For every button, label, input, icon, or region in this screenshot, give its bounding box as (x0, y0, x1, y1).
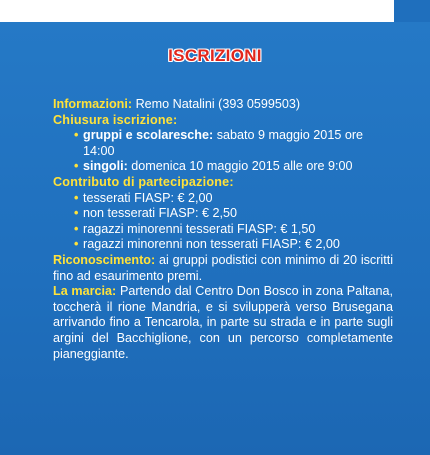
item-name: ragazzi minorenni tesserati FIASP: (83, 221, 277, 236)
marcia-text: Partendo dal Centro Don Bosco in zona Paltana, toccherà il rione Mandria, e si svilupperà verso Brusegana arrivando fino a Tencarola, in parte su strada e in parte sugli argini del Bacchiglione, con un percorso completamente pianeggiante. (53, 284, 394, 361)
bullet-dot-icon: • (74, 159, 79, 174)
list-item (74, 206, 393, 222)
contributo-list (53, 191, 393, 253)
bullet-dot-icon: • (74, 190, 79, 205)
contributo-label: Contributo di partecipazione: (53, 174, 234, 189)
bullet-dot-icon: • (74, 221, 79, 236)
marcia-paragraph (53, 284, 393, 362)
informazioni-value: Remo Natalini (393 0599503) (135, 97, 301, 111)
riconoscimento-text: ai gruppi podistici con minimo di 20 iscritti fino ad esaurimento premi. (53, 252, 394, 283)
marcia-label: La marcia: (53, 284, 117, 299)
list-item (74, 237, 393, 253)
item-name: tesserati FIASP: (83, 190, 174, 205)
item-name: singoli: (83, 159, 128, 174)
item-text: domenica 10 maggio 2015 alle ore 9:00 (131, 159, 353, 174)
item-name: ragazzi minorenni non tesserati FIASP: (83, 237, 302, 252)
riconoscimento-paragraph (53, 253, 393, 284)
list-item (74, 159, 393, 175)
chiusura-label: Chiusura iscrizione: (53, 112, 178, 127)
list-item (74, 128, 393, 159)
item-text: € 2,50 (202, 206, 238, 221)
item-name: gruppi e scolaresche: (83, 128, 214, 143)
top-white-band (0, 0, 430, 22)
list-item (74, 191, 393, 207)
chiusura-list (53, 128, 393, 175)
informazioni-line (53, 97, 393, 113)
bullet-dot-icon: • (74, 128, 79, 143)
section-title: ISCRIZIONI (168, 46, 262, 65)
contributo-heading (53, 175, 393, 191)
bullet-dot-icon: • (74, 237, 79, 252)
item-text: sabato 9 maggio 2015 ore 14:00 (83, 128, 364, 158)
top-blue-accent (394, 0, 430, 22)
bullet-dot-icon: • (74, 206, 79, 221)
informazioni-label: Informazioni: (53, 97, 133, 111)
info-content (53, 97, 393, 362)
list-item (74, 222, 393, 238)
item-text: € 1,50 (280, 221, 316, 236)
item-text: € 2,00 (304, 237, 340, 252)
riconoscimento-label: Riconoscimento: (53, 252, 156, 267)
chiusura-heading (53, 113, 393, 129)
item-name: non tesserati FIASP: (83, 206, 199, 221)
item-text: € 2,00 (177, 190, 213, 205)
